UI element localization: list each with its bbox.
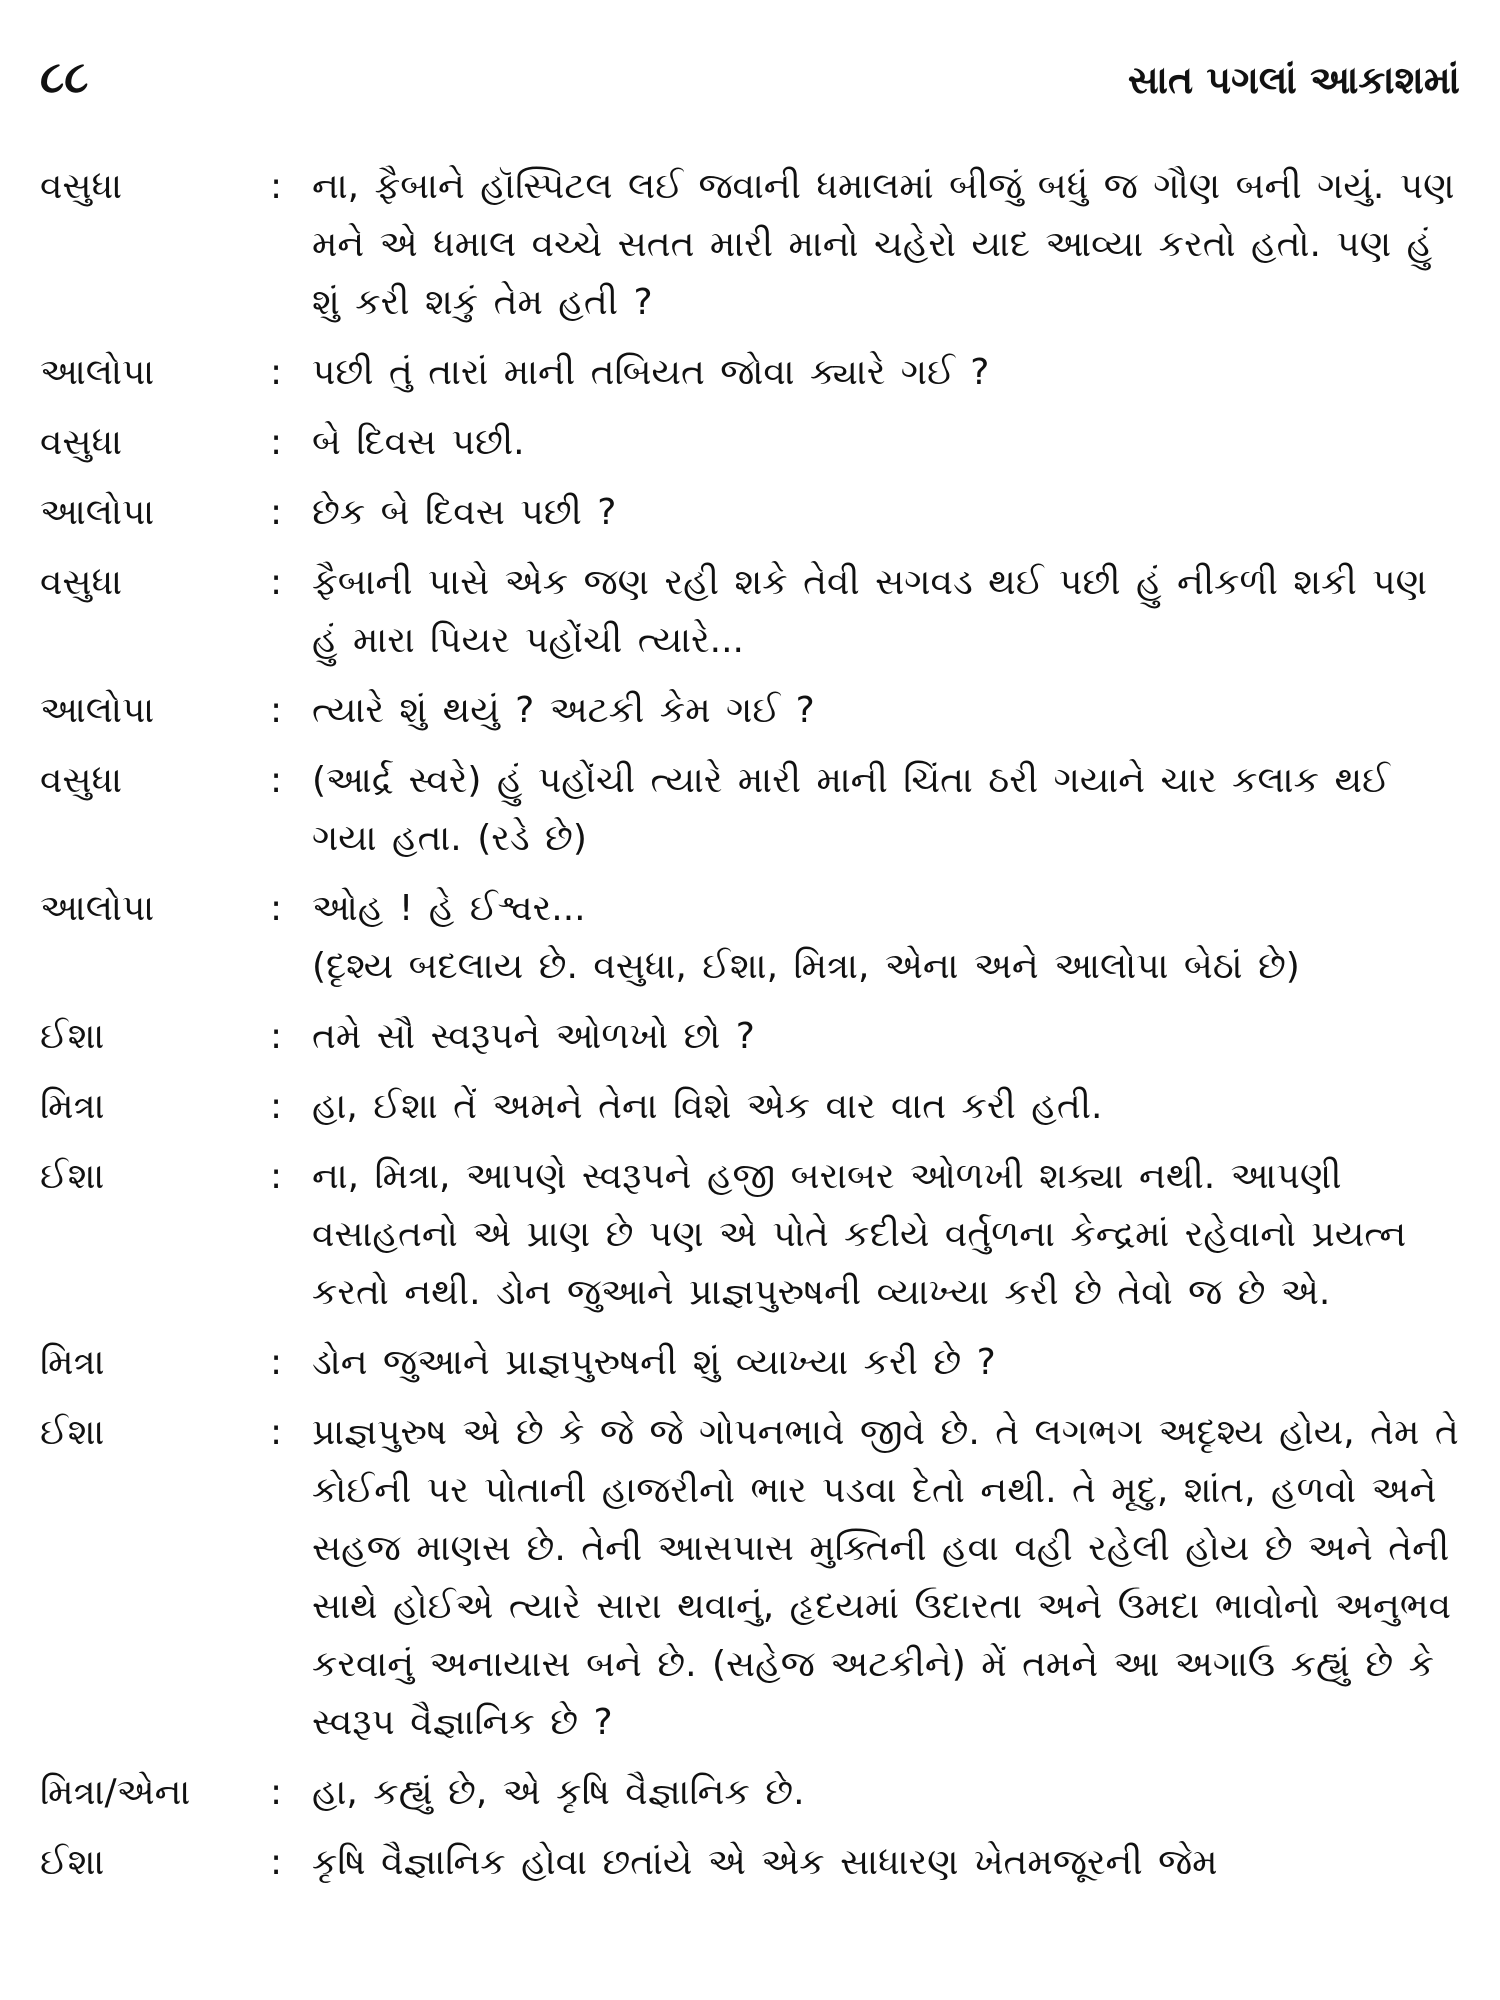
speaker-colon: : [270,352,283,393]
speech-text: બે દિવસ પછી. [312,422,525,463]
stage-direction-line [40,938,1460,996]
page-number: ૮૮ [40,52,89,103]
speech-text: હા, કહ્યું છે, એ કૃષિ વૈજ્ઞાનિક છે. [312,1772,805,1813]
page-header [40,52,1460,122]
speech-text: તમે સૌ સ્વરૂપને ઓળખો છો ? [312,1016,755,1057]
speech-text: ઓહ ! હે ઈશ્વર... [312,888,586,929]
dialogue-body [40,158,1460,1904]
dialogue-line [40,1334,1460,1392]
speaker-name: આલોપા [40,888,155,929]
speaker-name: વસુધા [40,166,123,207]
speaker-name: વસુધા [40,562,123,603]
dialogue-line [40,1008,1460,1066]
speaker-colon: : [270,1342,283,1383]
speaker-colon: : [270,1016,283,1057]
speaker-colon: : [270,422,283,463]
speaker-colon: : [270,1772,283,1813]
speaker-name: આલોપા [40,352,155,393]
speech-text: ડોન જુઆને પ્રાજ્ઞપુરુષની શું વ્યાખ્યા કરી છે ? [312,1342,996,1383]
speech-text: (આર્દ્ર સ્વરે) હું પહોંચી ત્યારે મારી માની ચિંતા ઠરી ગયાને ચાર કલાક થઈ ગયા હતા. (રડે છે) [312,760,1390,859]
dialogue-line [40,1078,1460,1136]
speaker-colon: : [270,562,283,603]
speaker-name: વસુધા [40,760,123,801]
speech-text: ત્યારે શું થયું ? અટકી કેમ ગઈ ? [312,690,815,731]
speaker-colon: : [270,1412,283,1453]
dialogue-line [40,1148,1460,1322]
speech-text: ફૈબાની પાસે એક જણ રહી શકે તેવી સગવડ થઈ પછી હું નીકળી શકી પણ હું મારા પિયર પહોંચી ત્યારે... [312,562,1428,661]
dialogue-line [40,484,1460,542]
dialogue-line [40,344,1460,402]
dialogue-line [40,1764,1460,1822]
speech-text: છેક બે દિવસ પછી ? [312,492,617,533]
dialogue-line [40,880,1460,938]
speaker-name: મિત્રા [40,1342,105,1383]
dialogue-line [40,1404,1460,1752]
speaker-name: આલોપા [40,690,155,731]
dialogue-line [40,752,1460,868]
speaker-colon: : [270,760,283,801]
speaker-name: મિત્રા [40,1086,105,1127]
speaker-colon: : [270,690,283,731]
speaker-name: મિત્રા/એના [40,1772,191,1813]
speaker-colon: : [270,1842,283,1883]
dialogue-line [40,554,1460,670]
dialogue-line [40,1834,1460,1892]
speaker-colon: : [270,166,283,207]
speaker-colon: : [270,1086,283,1127]
speaker-colon: : [270,492,283,533]
speech-text: હા, ઈશા તેં અમને તેના વિશે એક વાર વાત કરી હતી. [312,1086,1103,1127]
running-title: સાત પગલાં આકાશમાં [1127,58,1460,102]
speaker-name: ઈશા [40,1842,105,1883]
speaker-name: ઈશા [40,1016,105,1057]
speaker-name: આલોપા [40,492,155,533]
speech-text: ના, મિત્રા, આપણે સ્વરૂપને હજી બરાબર ઓળખી શક્યા નથી. આપણી વસાહતનો એ પ્રાણ છે પણ એ પોતે કદીયે વર્તુળના કેન્દ્રમાં રહેવાનો પ્રયત્ન કરતો નથી. ડોન જુઆને પ્રાજ્ઞપુરુષની વ્યાખ્યા કરી છે તેવો જ છે એ. [312,1156,1407,1313]
speech-text: પ્રાજ્ઞપુરુષ એ છે કે જે જે ગોપનભાવે જીવે છે. તે લગભગ અદૃશ્ય હોય, તેમ તે કોઈની પર પોતાની હાજરીનો ભાર પડવા દેતો નથી. તે મૃદુ, શાંત, હળવો અને સહજ માણસ છે. તેની આસપાસ મુક્તિની હવા વહી રહેલી હોય છે અને તેની સાથે હોઈએ ત્યારે સારા થવાનું, હૃદયમાં ઉદારતા અને ઉમદા ભાવોનો અનુભવ કરવાનું અનાયાસ બને છે. (સહેજ અટકીને) મેં તમને આ અગાઉ કહ્યું છે કે સ્વરૂપ વૈજ્ઞાનિક છે ? [312,1412,1459,1743]
stage-direction: (દૃશ્ય બદલાય છે. વસુધા, ઈશા, મિત્રા, એના અને આલોપા બેઠાં છે) [312,946,1300,987]
dialogue-line [40,158,1460,332]
dialogue-line [40,414,1460,472]
speech-text: ના, ફૈબાને હૉસ્પિટલ લઈ જવાની ધમાલમાં બીજું બધું જ ગૌણ બની ગયું. પણ મને એ ધમાલ વચ્ચે સતત મારી માનો ચહેરો યાદ આવ્યા કરતો હતો. પણ હું શું કરી શકું તેમ હતી ? [312,166,1455,323]
speech-text: પછી તું તારાં માની તબિયત જોવા ક્યારે ગઈ ? [312,352,990,393]
speaker-name: વસુધા [40,422,123,463]
speaker-name: ઈશા [40,1156,105,1197]
speech-text: કૃષિ વૈજ્ઞાનિક હોવા છતાંયે એ એક સાધારણ ખેતમજૂરની જેમ [312,1842,1218,1883]
speaker-colon: : [270,888,283,929]
speaker-colon: : [270,1156,283,1197]
speaker-name: ઈશા [40,1412,105,1453]
dialogue-line [40,682,1460,740]
